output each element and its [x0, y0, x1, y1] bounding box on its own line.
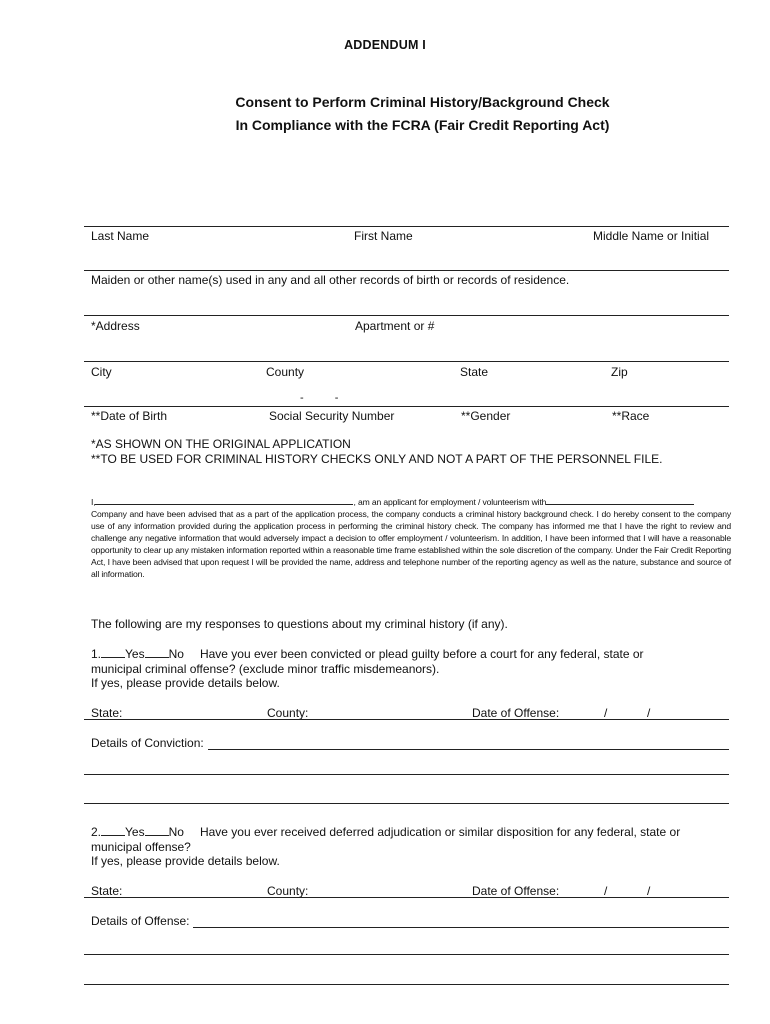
name-line[interactable] [84, 226, 729, 227]
company-name-blank[interactable] [546, 504, 694, 505]
q1-details-line[interactable] [208, 749, 729, 750]
city-label: City [91, 365, 112, 379]
responses-intro: The following are my responses to questions about my criminal history (if any). [91, 617, 508, 631]
city-line[interactable] [84, 361, 729, 362]
q1-details-line-2[interactable] [84, 774, 729, 775]
question-1 [91, 647, 644, 691]
consent-middle: , am an applicant for employment / volunteerism with [353, 497, 547, 507]
address-line[interactable] [84, 315, 729, 316]
q2-details-line-3[interactable] [84, 984, 729, 985]
question-1-text-line2: municipal criminal offense? (exclude minor traffic misdemeanors). [91, 661, 440, 676]
gender-label: **Gender [461, 409, 511, 423]
addendum-heading: ADDENDUM I [344, 38, 426, 52]
race-label: **Race [612, 409, 650, 423]
consent-body: Company and have been advised that as a part of the application process, the company conducts a criminal history background check. I do hereby consent to the company use of any information provided during the application process in performing the criminal history check. The company has informed me that I have the right to review and challenge any negative information that would adversely impact a decision to offer employment / volunteerism. In addition, I have been informed that I will have a reasonable opportunity to clear up any mistaken information reported within a reasonable time frame established within the sole discretion of the company. Under the Fair Credit Reporting Act, I have been advised that upon request I will be provided the name, address and telephone number of the reporting agency as well as the nature, substance and source of all information. [91, 509, 731, 579]
ssn-dashes: - - [300, 392, 339, 404]
first-name-label: First Name [354, 229, 413, 243]
q2-date-slash-1: / [604, 884, 608, 898]
q2-details-line[interactable] [193, 927, 729, 928]
last-name-label: Last Name [91, 229, 150, 243]
zip-label: Zip [611, 365, 628, 379]
dob-line[interactable] [84, 406, 729, 407]
q1-date-label: Date of Offense: [472, 706, 560, 720]
middle-name-label: Middle Name or Initial [593, 229, 710, 243]
question-2-number: 2. [91, 825, 102, 839]
question-2-no-blank[interactable] [145, 835, 169, 836]
question-1-yes-label: Yes [125, 647, 145, 661]
question-2 [91, 825, 680, 869]
question-1-no-label: No [168, 647, 184, 661]
note-criminal-history: **TO BE USED FOR CRIMINAL HISTORY CHECKS ONLY AND NOT A PART OF THE PERSONNEL FILE. [91, 452, 663, 466]
county-label: County [266, 365, 305, 379]
ssn-label: Social Security Number [269, 409, 395, 423]
maiden-name-line[interactable] [84, 270, 729, 271]
consent-first-line [91, 496, 731, 508]
question-1-yes-blank[interactable] [101, 657, 125, 658]
q2-date-slash-2: / [647, 884, 651, 898]
question-1-no-blank[interactable] [145, 657, 169, 658]
maiden-name-label: Maiden or other name(s) used in any and all other records of birth or records of residence. [91, 273, 570, 287]
form-title-line1: Consent to Perform Criminal History/Background Check [235, 94, 610, 110]
question-2-line1 [91, 825, 680, 840]
q2-details-line-2[interactable] [84, 954, 729, 955]
form-title-line2: In Compliance with the FCRA (Fair Credit Reporting Act) [235, 117, 610, 133]
q2-county-label: County: [267, 884, 309, 898]
q2-state-line[interactable] [84, 897, 729, 898]
question-1-text: Have you ever been convicted or plead guilty before a court for any federal, state or [199, 647, 644, 661]
question-2-text-line2: municipal offense? [91, 839, 191, 854]
consent-paragraph [91, 496, 731, 580]
question-1-number: 1. [91, 647, 102, 661]
q1-state-line[interactable] [84, 719, 729, 720]
q1-date-slash-1: / [604, 706, 608, 720]
question-2-yes-blank[interactable] [101, 835, 125, 836]
apartment-label: Apartment or # [355, 319, 435, 333]
question-2-text: Have you ever received deferred adjudication or similar disposition for any federal, state or [199, 825, 681, 839]
applicant-name-blank[interactable] [95, 504, 353, 505]
q2-details-label: Details of Offense: [91, 914, 190, 928]
question-2-yes-label: Yes [125, 825, 145, 839]
question-2-instruction: If yes, please provide details below. [91, 854, 280, 868]
question-2-no-label: No [168, 825, 184, 839]
q2-state-label: State: [91, 884, 123, 898]
question-1-line1 [91, 647, 644, 662]
note-original-application: *AS SHOWN ON THE ORIGINAL APPLICATION [91, 437, 351, 451]
q1-details-label: Details of Conviction: [91, 736, 204, 750]
q1-details-line-3[interactable] [84, 803, 729, 804]
consent-prefix: I, [91, 497, 96, 507]
q1-county-label: County: [267, 706, 309, 720]
question-1-instruction: If yes, please provide details below. [91, 676, 280, 690]
address-label: *Address [91, 319, 140, 333]
q2-date-label: Date of Offense: [472, 884, 560, 898]
q1-date-slash-2: / [647, 706, 651, 720]
dob-label: **Date of Birth [91, 409, 168, 423]
q1-state-label: State: [91, 706, 123, 720]
state-label: State [460, 365, 489, 379]
